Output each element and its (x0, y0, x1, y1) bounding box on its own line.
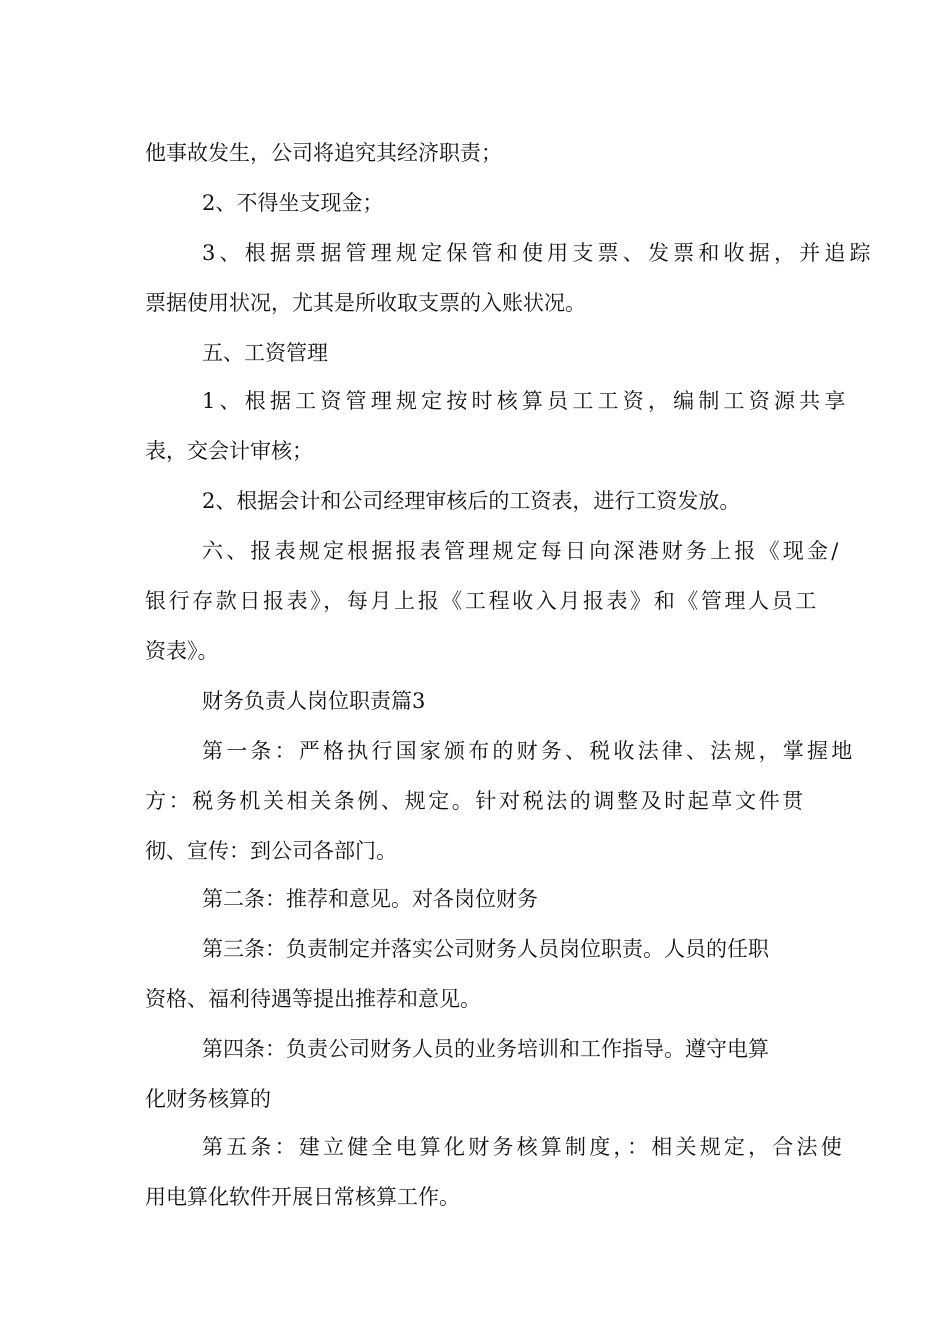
text-line: 化财务核算的 (145, 1087, 271, 1111)
text-line: 第一条：严格执行国家颁布的财务、税收法律、法规，掌握地 (202, 739, 856, 763)
section-heading: 五、工资管理 (202, 341, 328, 365)
text-line: 方：税务机关相关条例、规定。针对税法的调整及时起草文件贯 (145, 789, 806, 813)
text-line: 2、不得坐支现金； (202, 191, 384, 215)
text-line: 彻、宣传：到公司各部门。 (145, 839, 397, 863)
text-line: 六、报表规定根据报表管理规定每日向深港财务上报《现金/ (202, 539, 842, 563)
text-line: 1、根据工资管理规定按时核算员工工资，编制工资源共享 (202, 389, 850, 413)
section-heading: 财务负责人岗位职责篇3 (202, 689, 426, 713)
text-line: 第三条：负责制定并落实公司财务人员岗位职责。人员的任职 (202, 937, 769, 961)
text-line: 银行存款日报表》，每月上报《工程收入月报表》和《管理人员工 (145, 589, 819, 613)
text-line: 他事故发生，公司将追究其经济职责； (145, 141, 502, 165)
text-line: 表，交会计审核； (145, 439, 313, 463)
text-line: 2、根据会计和公司经理审核后的工资表，进行工资发放。 (202, 489, 741, 513)
text-line: 第五条：建立健全电算化财务核算制度，：相关规定，合法使 (202, 1135, 845, 1159)
text-line: 第四条：负责公司财务人员的业务培训和工作指导。遵守电算 (202, 1037, 769, 1061)
text-line: 用电算化软件开展日常核算工作。 (145, 1185, 460, 1209)
text-line: 资表》。 (145, 639, 219, 663)
text-line: 第二条：推荐和意见。对各岗位财务 (202, 887, 538, 911)
text-line: 票据使用状况，尤其是所收取支票的入账状况。 (145, 291, 586, 315)
text-line: 资格、福利待遇等提出推荐和意见。 (145, 987, 481, 1011)
text-line: 3、根据票据管理规定保管和使用支票、发票和收据，并追踪 (202, 241, 875, 265)
